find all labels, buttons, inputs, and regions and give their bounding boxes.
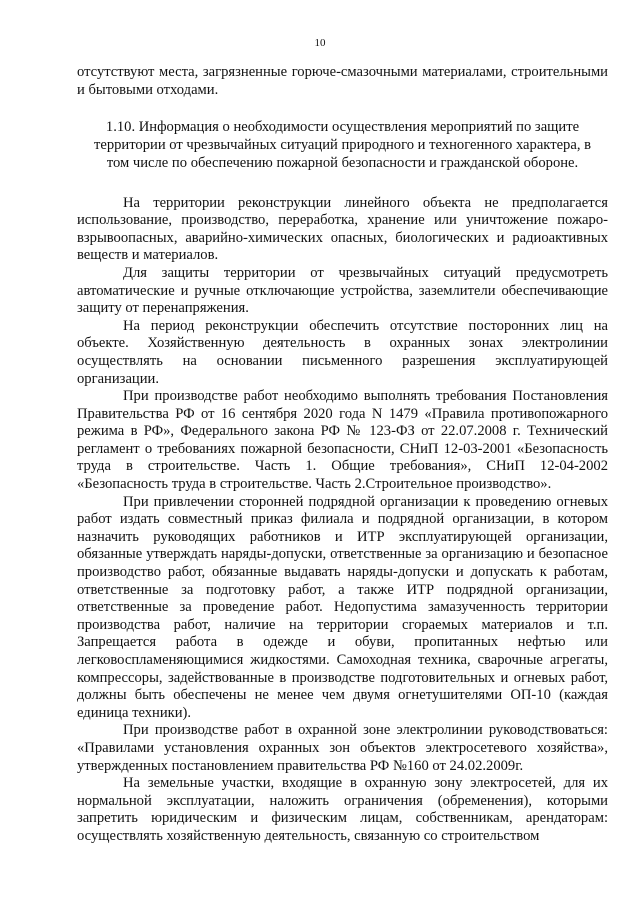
paragraph-unauthorized-persons: На период реконструкции обеспечить отсутствие посторонних лиц на объекте. Хозяйственную деятельность в охранных зонах электролинии осуществлять на основании письменного разрешения эксплуатирующей организации. [77, 317, 608, 387]
paragraph-fire-regulations: При производстве работ необходимо выполнять требования Постановления Правительства РФ от 16 сентября 2020 года N 1479 «Правила противопожарного режима в РФ», Федерального закона РФ № 123-ФЗ от 22.07.2008 г. Технический регламент о требованиях пожарной безопасности, СНиП 12-03-2001 «Безопасность труда в строительстве. Часть 1. Общие требования», СНиП 12-04-2002 «Безопасность труда в строительстве. Часть 2.Строительное производство». [77, 388, 608, 493]
intro-paragraph: отсутствуют места, загрязненные горюче-смазочными материалами, строительными и бытовыми отходами. [77, 64, 608, 98]
paragraph-protection-zone-rules: При производстве работ в охранной зоне электролинии руководствоваться: «Правилами установления охранных зон объектов электросетевого хозяйства», утвержденных постановлением правительства РФ №160 от 24.02.2009г. [77, 722, 608, 774]
document-body [77, 64, 608, 846]
paragraph-hazardous-substances: На территории реконструкции линейного объекта не предполагается использование, производство, переработка, хранение или уничтожение пожаро-взрывоопасных, аварийно-химических опасных, биологических и радиоактивных веществ и материалов. [77, 194, 608, 264]
paragraph-protection-devices: Для защиты территории от чрезвычайных ситуаций предусмотреть автоматические и ручные отключающие устройства, заземлители обеспечивающие защиту от перенапряжения. [77, 264, 608, 317]
paragraph-land-restrictions: На земельные участки, входящие в охранную зону электросетей, для их нормальной эксплуатации, наложить ограничения (обременения), которыми запретить юридическим и физическим лицам, собственникам, арендаторам: осуществлять хозяйственную деятельность, связанную со строительством [77, 775, 608, 844]
paragraph-hot-works: При привлечении сторонней подрядной организации к проведению огневых работ издать совместный приказ филиала и подрядной организации, в котором назначить руководящих работников и ИТР эксплуатирующей организации, обязанные утверждать наряды-допуски, ответственные за организацию и безопасное производство работ, обязанные выдавать наряды-допуски и допускать к работам, ответственные за подготовку работ, а также ИТР подрядной организации, ответственные за проведение работ. Недопустима замазученность территории производства работ, наличие на территории сгораемых материалов и т.п. Запрещается работа в одежде и обуви, пропитанных нефтью или легковоспламеняющимися жидкостями. Самоходная техника, сварочные агрегаты, компрессоры, задействованные в производстве подготовительных и огневых работ, должны быть обеспечены не менее чем двумя огнетушителями ОП-10 (каждая единица техники). [77, 493, 608, 721]
section-heading: 1.10. Информация о необходимости осуществления мероприятий по защите территории от чрезвычайных ситуаций природного и техногенного характера, в том числе по обеспечению пожарной безопасности и гражданской обороне. [93, 119, 592, 171]
page-number: 10 [314, 37, 326, 49]
